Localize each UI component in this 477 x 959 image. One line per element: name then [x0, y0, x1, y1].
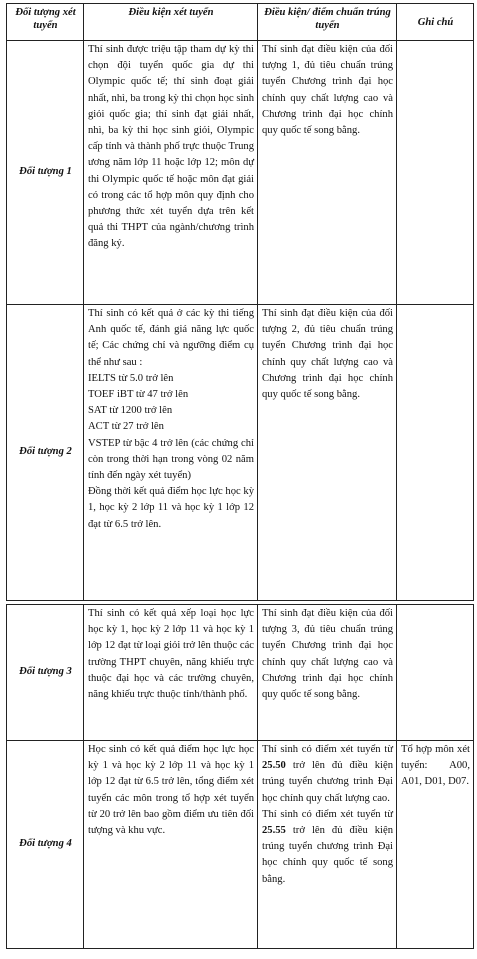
condition-outro: Đồng thời kết quả điểm học lực học kỳ 1, học kỳ 2 lớp 11 và học kỳ 1 lớp 12 đạt từ 6.5 trở lên.: [88, 486, 254, 530]
row-score: [258, 741, 397, 949]
table-header-row: [7, 4, 474, 41]
table-row: [7, 305, 474, 601]
admission-table-part-1: [6, 3, 474, 601]
header-note: Ghi chú: [397, 4, 474, 41]
header-score: Điều kiện/ điểm chuẩn trúng tuyển: [258, 4, 397, 41]
score-text: trở lên đủ điều kiện trúng tuyển chương trình Đại học chính quy quốc tế song bằng.: [262, 825, 393, 885]
row-condition: Thí sinh được triệu tập tham dự kỳ thi chọn đội tuyển quốc gia dự thi Olympic quốc tế; thí sinh đoạt giải nhất, nhì, ba trong kỳ thi chọn học sinh giỏi quốc gia; thí sinh đạt giải nhất, nhì, ba kỳ thi học sinh giỏi, Olympic cấp tỉnh và thành phố trực thuộc Trung ương năm lớp 11 hoặc lớp 12; môn dự thi Olympic quốc tế hoặc môn đạt giải có trong các tổ hợp môn quy định cho phương thức xét tuyển dựa trên kết quả thi THPT của ngành/chương trình đăng ký.: [84, 41, 258, 305]
header-target-group: Đối tượng xét tuyển: [7, 4, 84, 41]
row-condition: Thí sinh có kết quả xếp loại học lực học kỳ 1, học kỳ 2 lớp 11 và học kỳ 1 lớp 12 đạt từ loại giỏi trở lên thuộc các trường THPT chuyên, năng khiếu trực thuộc đại học và các trường chuyên, năng khiếu trực thuộc tỉnh/thành phố.: [84, 605, 258, 741]
row-note: [397, 41, 474, 305]
row-label: Đối tượng 1: [7, 41, 84, 305]
table-row: [7, 605, 474, 741]
row-condition: Học sinh có kết quả điểm học lực học kỳ 1 và học kỳ 2 lớp 11 và học kỳ 1 lớp 12 đạt từ 6.5 trở lên, tổng điểm xét tuyển các môn trong tổ hợp xét tuyển từ 20 trở lên bao gồm điểm ưu tiên đối tượng và khu vực.: [84, 741, 258, 949]
score-clc: [262, 742, 393, 807]
row-label: Đối tượng 2: [7, 305, 84, 601]
score-text: trở lên đủ điều kiện trúng tuyển chương trình Đại học chính quy chất lượng cao.: [262, 760, 393, 804]
header-condition: Điều kiện xét tuyển: [84, 4, 258, 41]
row-note: [397, 305, 474, 601]
row-label: Đối tượng 3: [7, 605, 84, 741]
certificate-item: SAT từ 1200 trở lên: [88, 405, 173, 417]
score-value: 25.55: [262, 825, 286, 837]
score-value: 25.50: [262, 760, 286, 772]
row-score: Thí sinh đạt điều kiện của đối tượng 2, đủ tiêu chuẩn trúng tuyển Chương trình đại học chính quy chất lượng cao và Chương trình đại học chính quy quốc tế song bằng.: [258, 305, 397, 601]
certificate-item: TOEF iBT từ 47 trở lên: [88, 389, 189, 401]
row-score: Thí sinh đạt điều kiện của đối tượng 3, đủ tiêu chuẩn trúng tuyển Chương trình đại học chính quy chất lượng cao và Chương trình đại học chính quy quốc tế song bằng.: [258, 605, 397, 741]
row-score: Thí sinh đạt điều kiện của đối tượng 1, đủ tiêu chuẩn trúng tuyển Chương trình đại học chính quy chất lượng cao và Chương trình đại học chính quy quốc tế song bằng.: [258, 41, 397, 305]
certificate-vstep: VSTEP từ bậc 4 trở lên (các chứng chỉ còn trong thời hạn trong vòng 02 năm tính đến ngày xét tuyển): [88, 437, 254, 482]
admission-table-part-2: [6, 604, 474, 949]
row-note: Tổ hợp môn xét tuyển: A00, A01, D01, D07.: [397, 741, 474, 949]
table-row: [7, 41, 474, 305]
score-double-degree: [262, 807, 393, 888]
row-label: Đối tượng 4: [7, 741, 84, 949]
table-row: [7, 741, 474, 949]
certificate-item: IELTS từ 5.0 trở lên: [88, 372, 174, 384]
score-text: Thí sinh có điểm xét tuyển từ: [262, 808, 393, 820]
certificate-item: ACT từ 27 trở lên: [88, 421, 164, 433]
row-note: [397, 605, 474, 741]
condition-intro: Thí sinh có kết quả ở các kỳ thi tiếng Anh quốc tế, đánh giá năng lực quốc tế; Các chứng chỉ và ngưỡng điểm cụ thể như sau :: [88, 308, 254, 368]
score-text: Thí sinh có điểm xét tuyển từ: [262, 744, 393, 755]
row-condition: [84, 305, 258, 601]
